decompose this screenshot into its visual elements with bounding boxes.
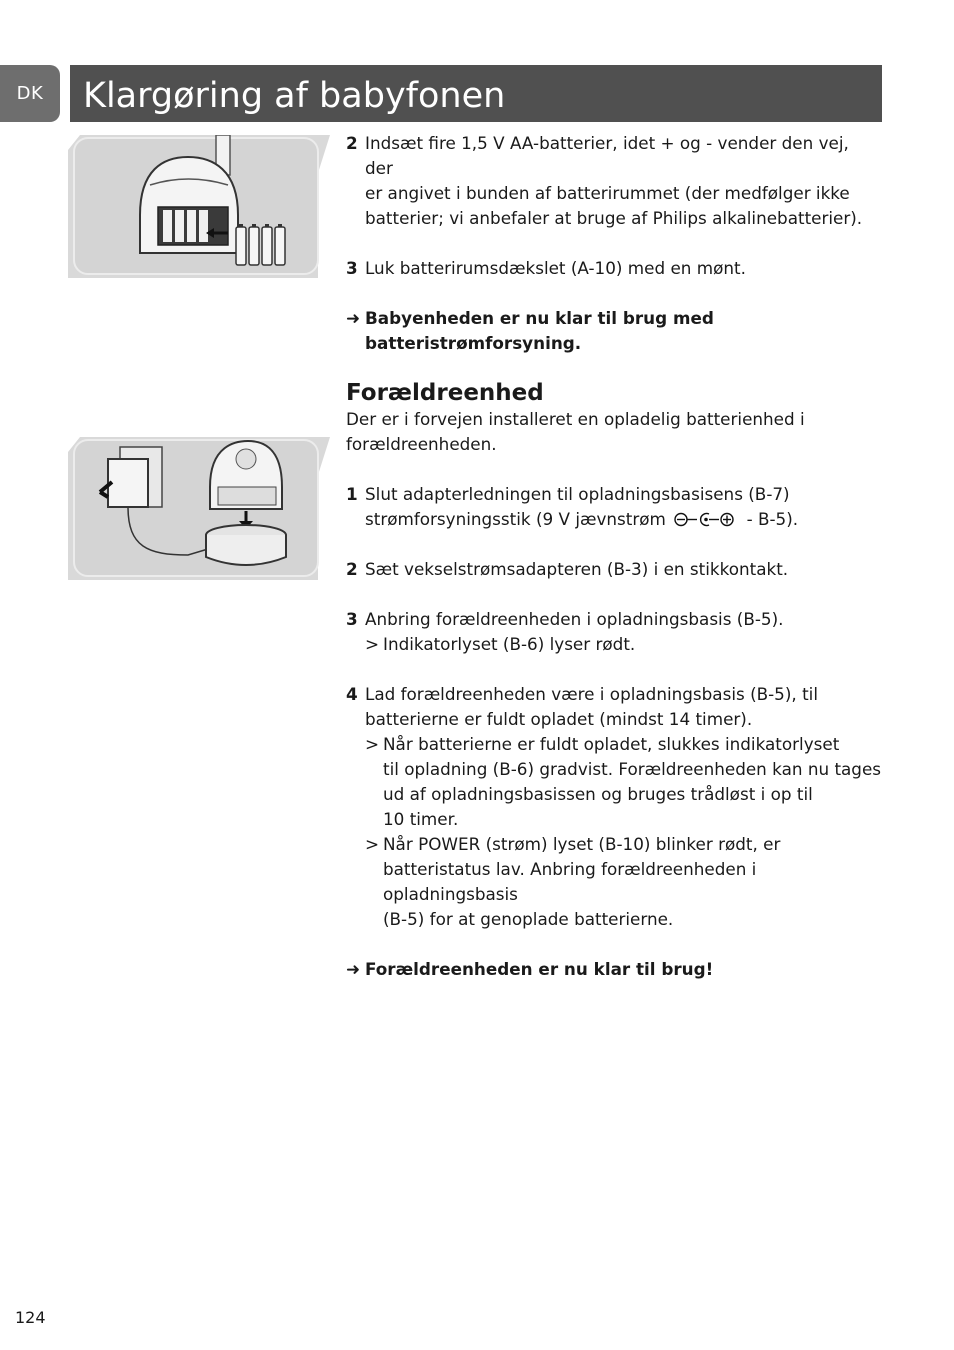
step-text-line: er angivet i bunden af batterirummet (der medfølger ikke <box>365 183 850 203</box>
result-text-line: batteristrømforsyning. <box>365 333 582 353</box>
step-charge <box>346 682 882 932</box>
language-tab-label: DK <box>16 83 44 104</box>
sub-marker: > <box>365 834 380 854</box>
section-intro-line: forældreenheden. <box>346 434 497 454</box>
result-parent-unit-ready <box>346 957 882 982</box>
step-close-cover <box>346 256 882 281</box>
charger-connection-illustration <box>68 437 330 580</box>
step-number: 3 <box>346 609 358 629</box>
arrow-icon: ➜ <box>346 308 361 328</box>
step-number: 2 <box>346 559 358 579</box>
sub-text: Indikatorlyset (B-6) lyser rødt. <box>383 634 636 654</box>
sub-text-line: til opladning (B-6) gradvist. Forældreenheden kan nu tages <box>383 759 882 779</box>
sub-marker: > <box>365 634 380 654</box>
sub-text-line: Når POWER (strøm) lyset (B-10) blinker rødt, er <box>383 834 781 854</box>
page-title-bar <box>70 65 882 122</box>
sub-text-line: Når batterierne er fuldt opladet, slukkes indikatorlyset <box>383 734 840 754</box>
sub-marker: > <box>365 734 380 754</box>
sub-text-line: (B-5) for at genoplade batterierne. <box>383 909 674 929</box>
language-tab <box>0 65 60 122</box>
page-number: 124 <box>15 1308 46 1327</box>
step-text-line: batterier; vi anbefaler at bruge af Philips alkalinebatterier). <box>365 208 863 228</box>
step-place-parent-unit <box>346 607 882 657</box>
step-number: 4 <box>346 684 358 704</box>
step-text: Sæt vekselstrømsadapteren (B-3) i en stikkontakt. <box>365 559 789 579</box>
step-number: 1 <box>346 484 358 504</box>
sub-text-line: 10 timer. <box>383 809 459 829</box>
step-text-line: Lad forældreenheden være i opladningsbasis (B-5), til <box>365 684 818 704</box>
section-heading: Forældreenhed <box>346 380 544 406</box>
arrow-icon: ➜ <box>346 959 361 979</box>
dc-polarity-symbol-icon <box>673 511 739 528</box>
step-number: 3 <box>346 258 358 278</box>
step-text-line: batterierne er fuldt opladet (mindst 14 timer). <box>365 709 753 729</box>
step-text-line: strømforsyningsstik (9 V jævnstrøm <box>365 509 666 529</box>
step-insert-batteries <box>346 131 882 231</box>
step-number: 2 <box>346 133 358 153</box>
step-text: Luk batterirumsdækslet (A-10) med en mønt. <box>365 258 746 278</box>
step-text-line: Slut adapterledningen til opladningsbasisens (B-7) <box>365 484 790 504</box>
step-connect-adapter <box>346 482 882 532</box>
result-baby-unit-ready <box>346 306 882 356</box>
section-intro-line: Der er i forvejen installeret en opladelig batterienhed i <box>346 409 805 429</box>
step-plug-adapter <box>346 557 882 582</box>
step-text-line: - B-5). <box>746 509 799 529</box>
instructions <box>346 131 882 982</box>
result-text-line: Babyenheden er nu klar til brug med <box>365 308 714 328</box>
step-text: Anbring forældreenheden i opladningsbasis (B-5). <box>365 609 784 629</box>
result-text: Forældreenheden er nu klar til brug! <box>365 959 714 979</box>
step-text-line: Indsæt fire 1,5 V AA-batterier, idet + og - vender den vej, der <box>365 133 849 178</box>
sub-text-line: ud af opladningsbasissen og bruges trådløst i op til <box>383 784 813 804</box>
page-title: Klargøring af babyfonen <box>83 76 506 116</box>
battery-insertion-illustration <box>68 135 330 278</box>
sub-text-line: batteristatus lav. Anbring forældreenheden i opladningsbasis <box>383 859 757 904</box>
